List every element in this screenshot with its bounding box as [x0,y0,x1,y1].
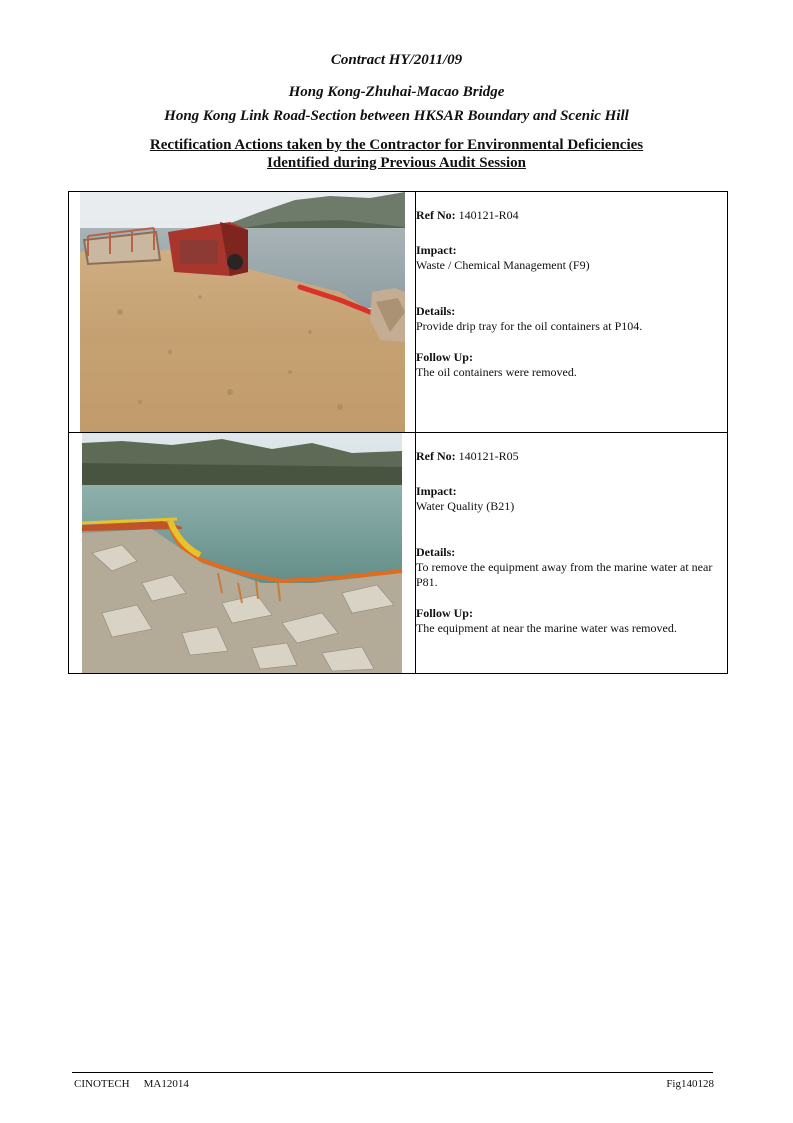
contract-number: Contract HY/2011/09 [330,52,463,68]
follow-up-label: Follow Up: [415,606,473,620]
follow-up-label: Follow Up: [415,350,473,364]
photo-cell [69,433,416,674]
details-value: Provide drip tray for the oil containers at P104. [415,319,643,333]
footer-divider [72,1072,713,1073]
site-photo-marine-water-boom [82,433,402,673]
page-title-line-1: Rectification Actions taken by the Contractor for Environmental Deficiencies [149,137,644,153]
footer-company: CINOTECH [74,1078,130,1090]
footer-doc-code: MA12014 [143,1078,189,1090]
record-info-cell [415,192,727,433]
table-row [69,433,728,674]
ref-no-label: Ref No: [415,208,456,222]
impact-label: Impact: [415,484,457,498]
machine-shape [168,222,248,276]
project-name: Hong Kong-Zhuhai-Macao Bridge [288,84,505,100]
impact-value: Water Quality (B21) [415,499,515,513]
ref-no-value: 140121-R05 [458,449,519,463]
follow-up-value: The oil containers were removed. [415,365,577,379]
project-section: Hong Kong Link Road-Section between HKSAR Boundary and Scenic Hill [164,108,629,124]
page-title-line-2: Identified during Previous Audit Session [267,155,526,171]
impact-value: Waste / Chemical Management (F9) [415,258,590,272]
deficiency-table [68,191,728,674]
impact-label: Impact: [415,243,457,257]
site-photo-shoreline-equipment [80,192,405,432]
follow-up-value: The equipment at near the marine water was removed. [415,621,677,635]
details-value: To remove the equipment away from the marine water at near P81. [415,560,713,589]
details-label: Details: [415,545,456,559]
photo-cell [69,192,416,433]
ref-no-label: Ref No: [415,449,456,463]
record-info-cell [415,433,727,674]
footer-figure-number: Fig140128 [666,1078,714,1090]
table-row [69,192,728,433]
ref-no-value: 140121-R04 [458,208,519,222]
details-label: Details: [415,304,456,318]
footer-left [74,1078,203,1090]
